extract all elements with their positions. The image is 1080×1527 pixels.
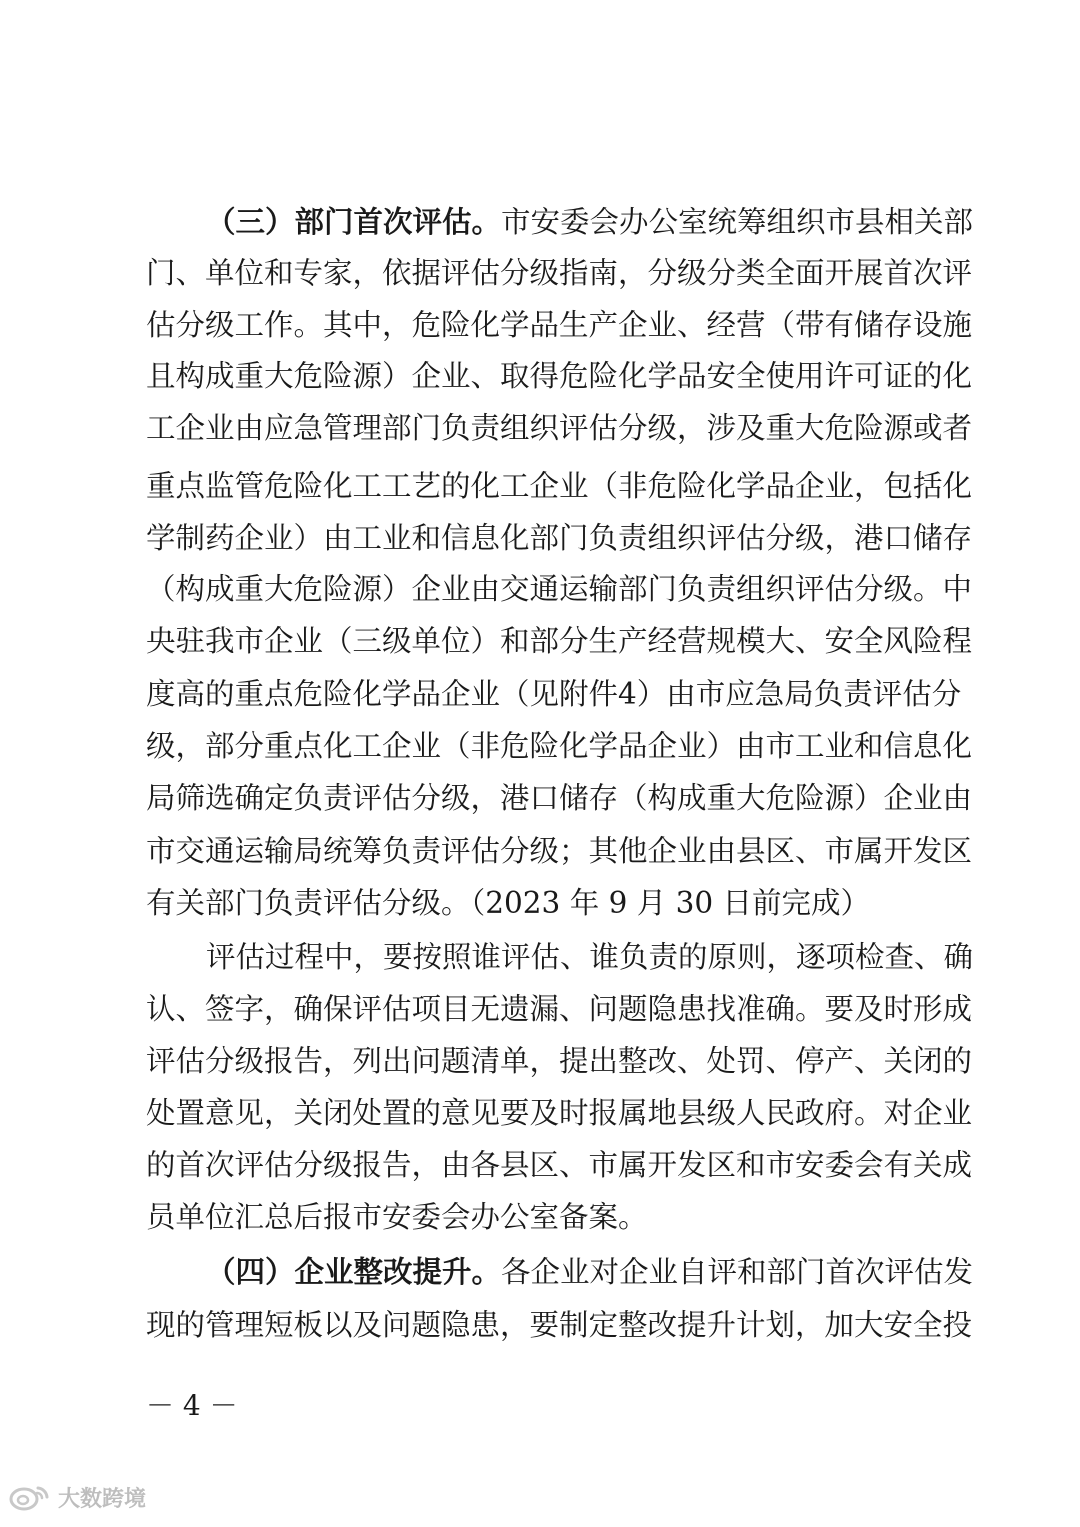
paragraph-3-line-7: 学制药企业）由工业和信息化部门负责组织评估分级，港口储存 [146,521,973,555]
paragraph-3-line-2: 门、单位和专家，依据评估分级指南，分级分类全面开展首次评 [146,256,973,290]
section-heading-3: （三）部门首次评估。 [206,204,502,239]
paragraph-eval-line-4: 处置意见，关闭处置的意见要及时报属地县级人民政府。对企业 [146,1096,973,1130]
paragraph-eval-line-5: 的首次评估分级报告，由各县区、市属开发区和市安委会有关成 [146,1148,973,1182]
paragraph-3-line-10: 度高的重点危险化学品企业（见附件4）由市应急局负责评估分 [146,677,962,711]
paragraph-eval-line-6: 员单位汇总后报市安委会办公室备案。 [146,1200,648,1234]
watermark [8,1480,146,1514]
watermark-text: 大数跨境 [58,1486,147,1512]
paragraph-eval-line-1: 评估过程中，要按照谁评估、谁负责的原则，逐项检查、确 [206,940,974,974]
paragraph-3-line-4: 且构成重大危险源）企业、取得危险化学品安全使用许可证的化 [146,359,973,393]
paragraph-3-line-11: 级，部分重点化工企业（非危险化学品企业）由市工业和信息化 [146,729,973,763]
section-heading-4: （四）企业整改提升。 [206,1254,502,1289]
paragraph-3-line-3: 估分级工作。其中，危险化学品生产企业、经营（带有储存设施 [146,308,973,342]
paragraph-3-line-6: 重点监管危险化工工艺的化工企业（非危险化学品企业，包括化 [146,469,973,503]
paragraph-3-line-13: 市交通运输局统筹负责评估分级；其他企业由县区、市属开发区 [146,834,973,868]
paragraph-3-line-12: 局筛选确定负责评估分级，港口储存（构成重大危险源）企业由 [146,781,973,815]
paragraph-3-line-5: 工企业由应急管理部门负责组织评估分级，涉及重大危险源或者 [146,411,973,445]
paragraph-3-line-9: 央驻我市企业（三级单位）和部分生产经营规模大、安全风险程 [146,624,973,658]
paragraph-4-line-1: （四）企业整改提升。各企业对企业自评和部门首次评估发 [206,1254,974,1289]
paragraph-eval-line-3: 评估分级报告，列出问题清单，提出整改、处罚、停产、关闭的 [146,1044,973,1078]
paragraph-3-line-1: （三）部门首次评估。市安委会办公室统筹组织市县相关部 [206,204,974,239]
page-number: － 4 － [146,1389,238,1422]
paragraph-eval-line-2: 认、签字，确保评估项目无遗漏、问题隐患找准确。要及时形成 [146,992,973,1026]
paragraph-3-line-8: （构成重大危险源）企业由交通运输部门负责组织评估分级。中 [146,572,973,606]
paragraph-4-line-2: 现的管理短板以及问题隐患，要制定整改提升计划，加大安全投 [146,1308,973,1342]
weibo-logo-icon [8,1482,54,1512]
paragraph-3-line-14: 有关部门负责评估分级。（2023 年 9 月 30 日前完成） [146,886,871,920]
